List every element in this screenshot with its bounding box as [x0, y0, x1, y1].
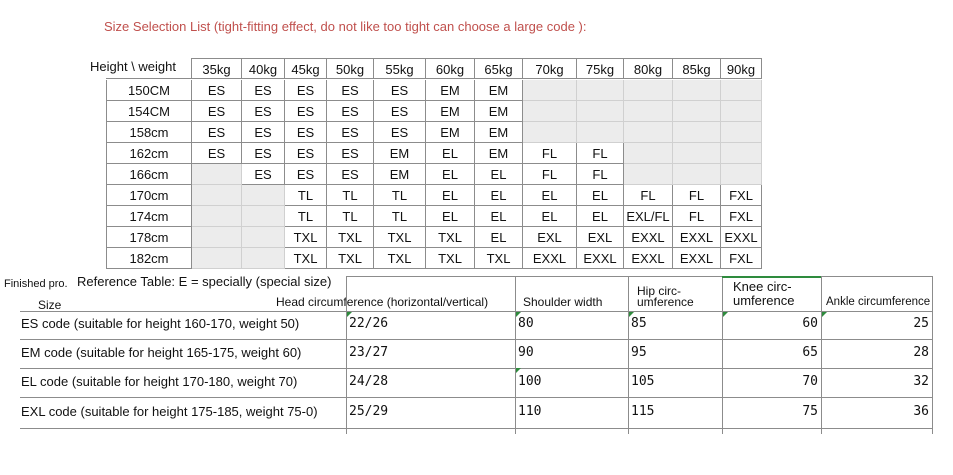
size-cell: TXL	[285, 248, 327, 269]
weight-header: 60kg	[426, 58, 475, 79]
size-cell: ES	[285, 80, 327, 101]
knee-value: 65	[802, 345, 818, 360]
size-cell: TXL	[374, 248, 426, 269]
ref-row-divider	[20, 428, 932, 429]
size-note: Size Selection List (tight-fitting effect, do not like too tight can choose a large code ):	[104, 19, 587, 34]
size-cell: ES	[374, 122, 426, 143]
size-cell: EXXL	[577, 248, 624, 269]
size-cell	[624, 122, 673, 143]
size-cell: FL	[577, 164, 624, 185]
size-cell: ES	[374, 80, 426, 101]
size-grid-row	[106, 143, 762, 164]
size-cell	[192, 248, 242, 269]
ref-column-divider	[346, 276, 347, 434]
weight-header: 55kg	[374, 58, 426, 79]
size-cell: EL	[523, 206, 577, 227]
size-cell	[673, 143, 721, 164]
ref-row-divider	[20, 339, 932, 340]
shoulder-value: 100	[518, 374, 542, 389]
size-cell: EL	[475, 185, 523, 206]
size-cell: ES	[192, 80, 242, 101]
size-cell	[242, 227, 285, 248]
size-grid-row	[106, 122, 762, 143]
green-corner-marker	[723, 312, 728, 317]
weight-header: 80kg	[624, 58, 673, 79]
hip-value: 95	[631, 345, 647, 360]
size-cell: FL	[624, 185, 673, 206]
size-cell	[624, 164, 673, 185]
size-cell: EL	[523, 185, 577, 206]
size-cell: FL	[577, 143, 624, 164]
size-cell: TXL	[426, 248, 475, 269]
size-cell	[577, 122, 624, 143]
size-cell: EL	[426, 143, 475, 164]
size-cell: EL	[475, 164, 523, 185]
shoulder-value: 90	[518, 345, 534, 360]
size-cell: EXXL	[624, 227, 673, 248]
reference-caption: Reference Table: E = specially (special size)	[77, 274, 332, 289]
ref-row-divider	[20, 311, 932, 312]
size-cell: ES	[285, 143, 327, 164]
header-knee-circumference-2: umference	[733, 293, 795, 308]
size-cell: ES	[192, 101, 242, 122]
head-value: 25/29	[349, 404, 389, 419]
size-cell: ES	[192, 143, 242, 164]
size-cell: EXL	[577, 227, 624, 248]
size-cell: EM	[475, 122, 523, 143]
size-cell	[192, 164, 242, 185]
size-cell: TL	[327, 185, 374, 206]
size-cell: TXL	[285, 227, 327, 248]
size-cell: EL	[475, 227, 523, 248]
size-cell	[624, 101, 673, 122]
head-value: 24/28	[349, 374, 389, 389]
height-label: 178cm	[106, 227, 192, 248]
head-value: 23/27	[349, 345, 389, 360]
size-grid	[90, 58, 762, 266]
height-label: 174cm	[106, 206, 192, 227]
size-cell	[624, 80, 673, 101]
size-cell: EXXL	[523, 248, 577, 269]
size-cell: EXXL	[721, 227, 762, 248]
size-grid-row	[106, 185, 762, 206]
size-cell: EXXL	[673, 227, 721, 248]
size-column-label: Size	[38, 298, 62, 312]
weight-header: 70kg	[523, 58, 577, 79]
ref-column-divider	[932, 276, 933, 434]
size-cell: ES	[285, 164, 327, 185]
size-cell	[242, 185, 285, 206]
size-cell	[673, 164, 721, 185]
size-cell	[242, 206, 285, 227]
ref-row-divider	[20, 397, 932, 398]
ref-column-divider	[515, 276, 516, 434]
size-cell: ES	[285, 101, 327, 122]
size-cell	[721, 143, 762, 164]
head-value: 22/26	[349, 316, 389, 331]
header-shoulder-width: Shoulder width	[523, 295, 603, 309]
weight-header: 85kg	[673, 58, 721, 79]
size-cell: ES	[327, 164, 374, 185]
size-cell	[721, 80, 762, 101]
reference-table	[20, 276, 932, 434]
size-cell: EM	[475, 101, 523, 122]
size-cell: EM	[475, 143, 523, 164]
size-cell: TXL	[327, 248, 374, 269]
size-grid-row	[106, 248, 762, 269]
height-label: 150CM	[106, 80, 192, 101]
size-cell: ES	[242, 122, 285, 143]
size-cell: FL	[673, 206, 721, 227]
shoulder-value: 110	[518, 404, 542, 419]
size-cell: EXXL	[624, 248, 673, 269]
size-cell: ES	[242, 80, 285, 101]
weight-header: 50kg	[327, 58, 374, 79]
size-cell: ES	[242, 164, 285, 185]
weight-header: 35kg	[192, 58, 242, 79]
size-cell	[624, 143, 673, 164]
size-cell	[721, 122, 762, 143]
size-cell: FL	[673, 185, 721, 206]
header-head-circumference: Head circumference (horizontal/vertical)	[276, 295, 489, 309]
header-hip-circumference-1: Hip circ-	[637, 284, 681, 298]
knee-value: 75	[802, 404, 818, 419]
size-cell: EM	[426, 101, 475, 122]
height-label: 158cm	[106, 122, 192, 143]
header-ankle-circumference: Ankle circumference	[826, 296, 931, 308]
size-cell: TL	[374, 206, 426, 227]
size-cell	[577, 101, 624, 122]
green-corner-marker	[516, 368, 521, 373]
size-code-label: EL code (suitable for height 170-180, weight 70)	[21, 374, 298, 389]
size-cell: TL	[374, 185, 426, 206]
ref-row-divider	[20, 368, 932, 369]
weight-header: 65kg	[475, 58, 523, 79]
height-label: 170cm	[106, 185, 192, 206]
knee-value: 70	[802, 374, 818, 389]
size-cell: ES	[327, 143, 374, 164]
size-cell: EM	[426, 122, 475, 143]
size-cell: ES	[327, 80, 374, 101]
size-grid-row	[106, 101, 762, 122]
size-grid-row	[106, 164, 762, 185]
size-cell	[192, 227, 242, 248]
size-cell: EL	[577, 185, 624, 206]
size-grid-header-row	[106, 58, 762, 79]
size-code-label: EM code (suitable for height 165-175, weight 60)	[21, 345, 302, 360]
size-cell	[721, 101, 762, 122]
size-cell: ES	[242, 143, 285, 164]
size-cell: ES	[192, 122, 242, 143]
size-grid-row	[106, 80, 762, 101]
size-cell	[523, 80, 577, 101]
height-label: 166cm	[106, 164, 192, 185]
ref-row-divider	[346, 276, 932, 277]
hip-value: 115	[631, 404, 655, 419]
size-cell	[673, 80, 721, 101]
size-code-label: ES code (suitable for height 160-170, weight 50)	[21, 316, 300, 331]
size-cell: FXL	[721, 206, 762, 227]
size-cell: EXXL	[673, 248, 721, 269]
knee-value: 60	[802, 316, 818, 331]
size-cell: FXL	[721, 185, 762, 206]
height-weight-label: Height \ weight	[90, 59, 176, 74]
size-cell: EXL	[523, 227, 577, 248]
size-cell: TXL	[475, 248, 523, 269]
size-cell: EL	[426, 206, 475, 227]
height-label: 154CM	[106, 101, 192, 122]
size-cell	[523, 101, 577, 122]
size-cell: ES	[327, 122, 374, 143]
size-cell: FL	[523, 143, 577, 164]
size-cell: TXL	[374, 227, 426, 248]
size-cell: EM	[426, 80, 475, 101]
weight-header: 90kg	[721, 58, 762, 79]
size-cell: EXL/FL	[624, 206, 673, 227]
hip-value: 85	[631, 316, 647, 331]
size-cell: EL	[426, 164, 475, 185]
size-cell: EM	[374, 143, 426, 164]
size-grid-row	[106, 206, 762, 227]
ankle-value: 28	[913, 345, 929, 360]
size-cell	[192, 206, 242, 227]
size-cell: FL	[523, 164, 577, 185]
height-label: 162cm	[106, 143, 192, 164]
ref-column-divider	[821, 276, 822, 434]
size-cell: EL	[577, 206, 624, 227]
size-cell: FXL	[721, 248, 762, 269]
weight-header: 40kg	[242, 58, 285, 79]
size-cell: TXL	[327, 227, 374, 248]
size-code-label: EXL code (suitable for height 175-185, weight 75-0)	[21, 404, 318, 419]
green-corner-marker	[822, 312, 827, 317]
size-grid-row	[106, 227, 762, 248]
ankle-value: 25	[913, 316, 929, 331]
size-cell: EM	[374, 164, 426, 185]
finished-product-label: Finished pro.	[4, 278, 68, 290]
size-cell	[673, 101, 721, 122]
weight-header: 45kg	[285, 58, 327, 79]
ankle-value: 36	[913, 404, 929, 419]
size-cell	[523, 122, 577, 143]
size-cell: ES	[242, 101, 285, 122]
size-cell: EL	[475, 206, 523, 227]
green-cell-marker	[722, 276, 821, 278]
header-hip-circumference-2: umference	[637, 295, 694, 309]
size-cell: ES	[285, 122, 327, 143]
size-cell	[242, 248, 285, 269]
shoulder-value: 80	[518, 316, 534, 331]
size-cell: ES	[374, 101, 426, 122]
size-cell	[673, 122, 721, 143]
size-cell: ES	[327, 101, 374, 122]
size-cell: TL	[285, 206, 327, 227]
size-cell: EM	[475, 80, 523, 101]
ref-column-divider	[628, 276, 629, 434]
size-cell: TXL	[426, 227, 475, 248]
size-cell: TL	[285, 185, 327, 206]
size-cell	[721, 164, 762, 185]
hip-value: 105	[631, 374, 655, 389]
height-label: 182cm	[106, 248, 192, 269]
size-cell: EL	[426, 185, 475, 206]
size-cell	[192, 185, 242, 206]
size-cell: TL	[327, 206, 374, 227]
ankle-value: 32	[913, 374, 929, 389]
header-knee-circumference-1: Knee circ-	[733, 279, 792, 294]
size-cell	[577, 80, 624, 101]
ref-column-divider	[722, 276, 723, 434]
weight-header: 75kg	[577, 58, 624, 79]
